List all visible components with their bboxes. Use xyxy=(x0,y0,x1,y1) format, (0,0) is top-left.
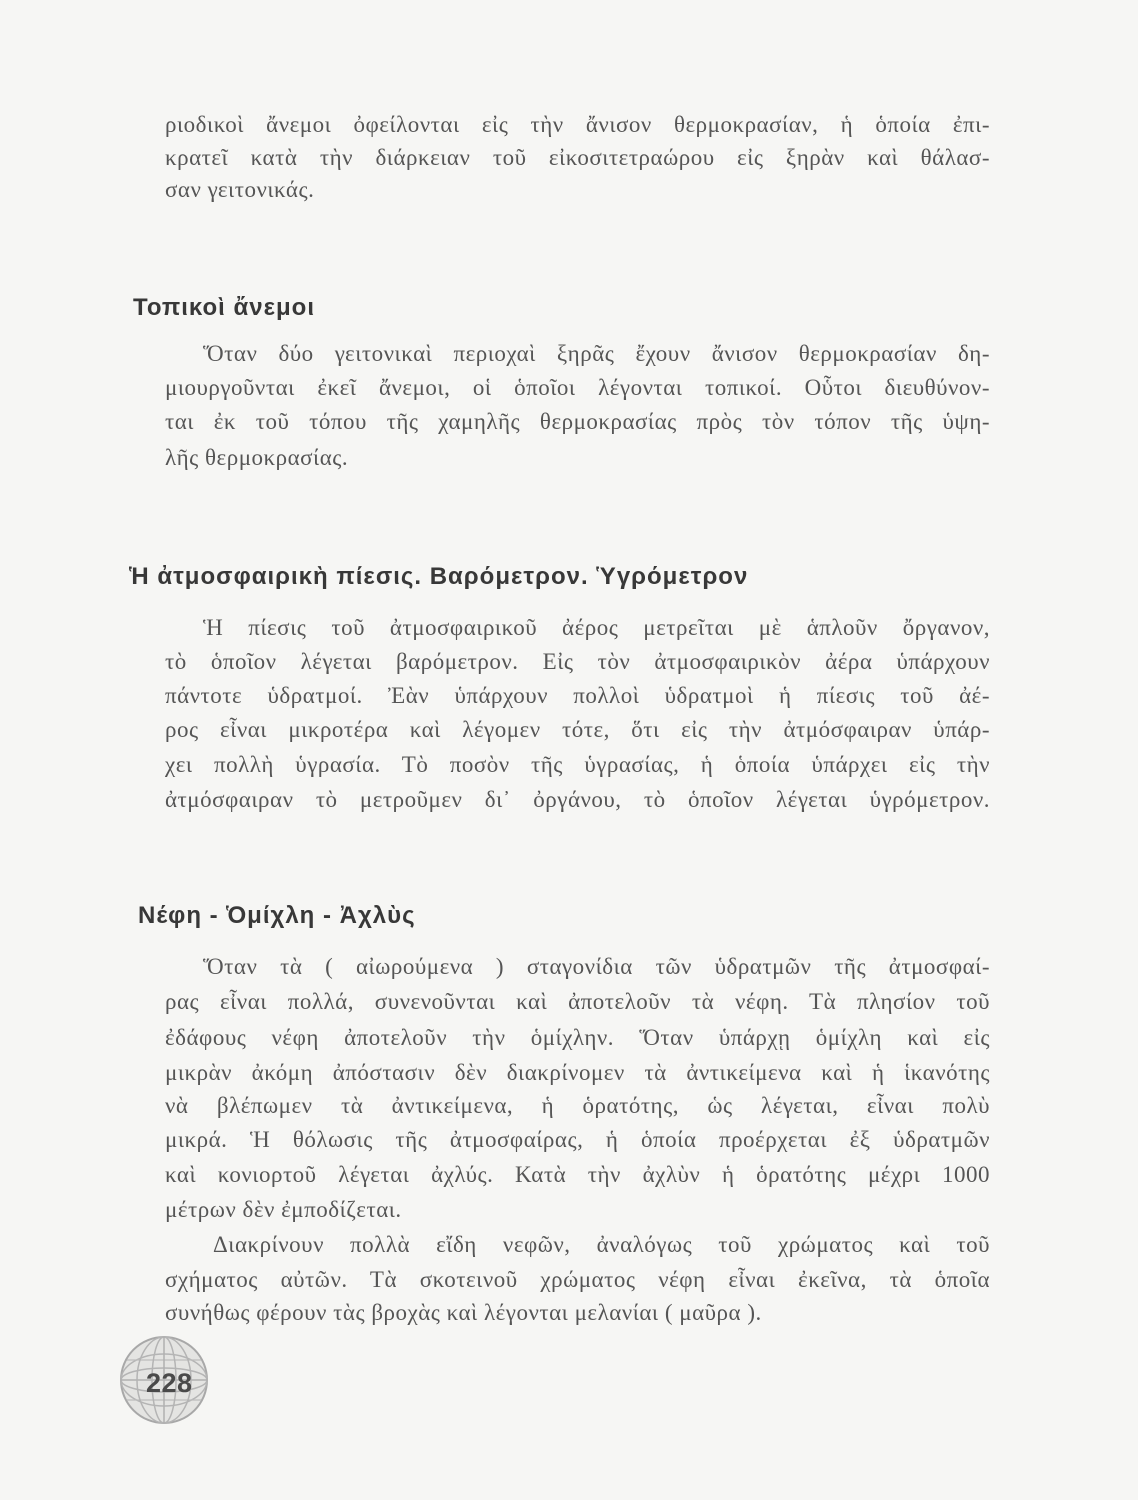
text-line: ἀτμόσφαιραν τὸ μετροῦμεν δι᾽ ὀργάνου, τὸ ὁποῖον λέγεται ὑγρόμετρον. xyxy=(165,787,990,812)
text-line: ρας εἶναι πολλά, συνενοῦνται καὶ ἀποτελοῦν τὰ νέφη. Τὰ πλησίον τοῦ xyxy=(165,989,990,1014)
text-line: Διακρίνουν πολλὰ εἴδη νεφῶν, ἀναλόγως τοῦ χρώματος καὶ τοῦ xyxy=(213,1232,990,1257)
text-line: μιουργοῦνται ἐκεῖ ἄνεμοι, οἱ ὁποῖοι λέγονται τοπικοί. Οὗτοι διευθύνον- xyxy=(165,375,990,400)
text-line: μικρὰν ἀκόμη ἀπόστασιν δὲν διακρίνομεν τὰ ἀντικείμενα καὶ ἡ ἱκανότης xyxy=(165,1060,990,1085)
text-line: ται ἐκ τοῦ τόπου τῆς χαμηλῆς θερμοκρασίας πρὸς τὸν τόπον τῆς ὑψη- xyxy=(165,409,990,434)
text-line: μικρά. Ἡ θόλωσις τῆς ἀτμοσφαίρας, ἡ ὁποία προέρχεται ἐξ ὑδρατμῶν xyxy=(165,1127,990,1152)
section-heading: Νέφη - Ὁμίχλη - Ἀχλὺς xyxy=(138,902,416,929)
text-line: τὸ ὁποῖον λέγεται βαρόμετρον. Εἰς τὸν ἀτμοσφαιρικὸν ἀέρα ὑπάρχουν xyxy=(165,649,990,674)
text-line: μέτρων δὲν ἐμποδίζεται. xyxy=(165,1197,402,1222)
section-heading: Ἡ ἀτμοσφαιρικὴ πίεσις. Βαρόμετρον. Ὑγρόμετρον xyxy=(129,563,749,590)
text-line: σχήματος αὐτῶν. Τὰ σκοτεινοῦ χρώματος νέφη εἶναι ἐκεῖνα, τὰ ὁποῖα xyxy=(165,1267,990,1292)
text-line: ἐδάφους νέφη ἀποτελοῦν τὴν ὁμίχλην. Ὅταν ὑπάρχῃ ὁμίχλη καὶ εἰς xyxy=(165,1025,990,1050)
text-line: συνήθως φέρουν τὰς βροχὰς καὶ λέγονται μελανίαι ( μαῦρα ). xyxy=(165,1300,762,1325)
text-line: Ἡ πίεσις τοῦ ἀτμοσφαιρικοῦ ἀέρος μετρεῖται μὲ ἁπλοῦν ὄργανον, xyxy=(203,615,990,640)
text-line: νὰ βλέπωμεν τὰ ἀντικείμενα, ἡ ὁρατότης, ὡς λέγεται, εἶναι πολὺ xyxy=(165,1093,990,1118)
text-line: ρος εἶναι μικροτέρα καὶ λέγομεν τότε, ὅτι εἰς τὴν ἀτμόσφαιραν ὑπάρ- xyxy=(165,717,990,742)
text-line: λῆς θερμοκρασίας. xyxy=(165,445,349,470)
text-line: σαν γειτονικάς. xyxy=(165,177,315,202)
text-line: κρατεῖ κατὰ τὴν διάρκειαν τοῦ εἰκοσιτετραώρου εἰς ξηρὰν καὶ θάλασ- xyxy=(165,145,990,170)
page-number: 228 xyxy=(146,1368,193,1398)
text-line: ριοδικοὶ ἄνεμοι ὀφείλονται εἰς τὴν ἄνισον θερμοκρασίαν, ἡ ὁποία ἐπι- xyxy=(165,112,990,137)
text-line: Ὅταν δύο γειτονικαὶ περιοχαὶ ξηρᾶς ἔχουν ἄνισον θερμοκρασίαν δη- xyxy=(203,341,990,366)
section-heading: Τοπικοὶ ἄνεμοι xyxy=(133,294,315,321)
text-line: καὶ κονιορτοῦ λέγεται ἀχλύς. Κατὰ τὴν ἀχλὺν ἡ ὁρατότης μέχρι 1000 xyxy=(165,1162,990,1187)
text-line: χει πολλὴ ὑγρασία. Τὸ ποσὸν τῆς ὑγρασίας, ἡ ὁποία ὑπάρχει εἰς τὴν xyxy=(165,752,990,777)
text-line: πάντοτε ὑδρατμοί. Ἐὰν ὑπάρχουν πολλοὶ ὑδρατμοὶ ἡ πίεσις τοῦ ἀέ- xyxy=(165,683,990,708)
text-line: Ὅταν τὰ ( αἰωρούμενα ) σταγονίδια τῶν ὑδρατμῶν τῆς ἀτμοσφαί- xyxy=(203,954,990,979)
